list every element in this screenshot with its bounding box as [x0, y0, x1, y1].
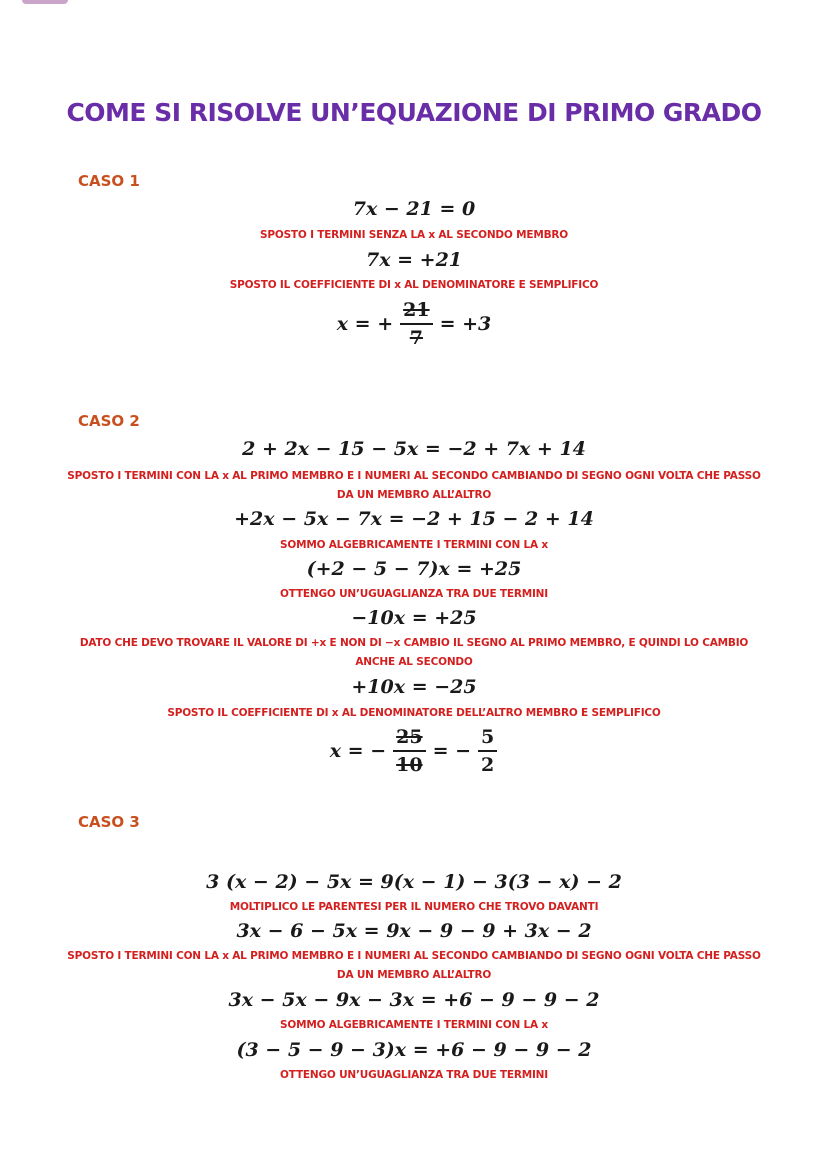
fraction-denominator: 7 [409, 327, 423, 349]
case-2-equation-2: +2x − 5x − 7x = −2 + 15 − 2 + 14 [234, 508, 594, 530]
fraction-numerator: 21 [400, 297, 432, 325]
case-3-note-3: SOMMO ALGEBRICAMENTE I TERMINI CON LA x [279, 1019, 548, 1031]
case-3-note-2: SPOSTO I TERMINI CON LA x AL PRIMO MEMBRO E I NUMERI AL SECONDO CAMBIANDO DI SEGNO OGNI VOLTA CHE PASSO DA UN MEMBRO ALL’ALTRO [67, 950, 761, 981]
case-1-note-1: SPOSTO I TERMINI SENZA LA x AL SECONDO MEMBRO [259, 229, 568, 241]
case-2-note-5: SPOSTO IL COEFFICIENTE DI x AL DENOMINATORE DELL’ALTRO MEMBRO E SEMPLIFICO [167, 707, 661, 719]
case-2-equation-1: 2 + 2x − 15 − 5x = −2 + 7x + 14 [242, 438, 586, 460]
case-2-equation-4: −10x = +25 [351, 607, 477, 629]
top-decoration [22, 0, 68, 4]
fraction-denominator: 10 [396, 754, 423, 776]
page-title: COME SI RISOLVE UN’EQUAZIONE DI PRIMO GRADO [66, 98, 762, 127]
case-2-note-3: OTTENGO UN’UGUAGLIANZA TRA DUE TERMINI [280, 588, 548, 600]
fraction-denominator: 2 [481, 754, 495, 776]
case-1-note-2: SPOSTO IL COEFFICIENTE DI x AL DENOMINATORE E SEMPLIFICO [229, 279, 599, 291]
equation-middle: = − [432, 740, 472, 762]
case-2-equation-6 [0, 724, 828, 778]
case-2-equation-3: (+2 − 5 − 7)x = +25 [306, 558, 522, 580]
case-1-equation-3 [0, 297, 828, 351]
case-3-note-4: OTTENGO UN’UGUAGLIANZA TRA DUE TERMINI [280, 1069, 548, 1081]
case-3-equation-4: (3 − 5 − 9 − 3)x = +6 − 9 − 9 − 2 [236, 1039, 592, 1061]
equation-lhs: x = − [329, 740, 387, 762]
case-3-equation-2: 3x − 6 − 5x = 9x − 9 − 9 + 3x − 2 [236, 920, 592, 942]
fraction [400, 297, 432, 351]
fraction [478, 724, 497, 778]
fraction [393, 724, 425, 778]
case-3-equation-1: 3 (x − 2) − 5x = 9(x − 1) − 3(3 − x) − 2 [206, 871, 622, 893]
fraction-numerator: 25 [393, 724, 425, 752]
case-3-note-1: MOLTIPLICO LE PARENTESI PER IL NUMERO CHE TROVO DAVANTI [229, 901, 599, 913]
case-2-equation-5: +10x = −25 [351, 676, 477, 698]
case-2-note-4: DATO CHE DEVO TROVARE IL VALORE DI +x E NON DI −x CAMBIO IL SEGNO AL PRIMO MEMBRO, E QUINDI LO CAMBIO ANCHE AL SECONDO [79, 637, 749, 668]
case-3-equation-3: 3x − 5x − 9x − 3x = +6 − 9 − 9 − 2 [228, 989, 600, 1011]
case-1-heading: CASO 1 [78, 172, 140, 190]
case-2-note-2: SOMMO ALGEBRICAMENTE I TERMINI CON LA x [279, 539, 548, 551]
case-2-note-1: SPOSTO I TERMINI CON LA x AL PRIMO MEMBRO E I NUMERI AL SECONDO CAMBIANDO DI SEGNO OGNI VOLTA CHE PASSO DA UN MEMBRO ALL’ALTRO [67, 470, 761, 501]
case-3-heading: CASO 3 [78, 813, 140, 831]
equation-rhs: = +3 [439, 313, 492, 335]
case-2-heading: CASO 2 [78, 412, 140, 430]
fraction-numerator: 5 [478, 724, 497, 752]
case-1-equation-1: 7x − 21 = 0 [352, 198, 476, 220]
case-1-equation-2: 7x = +21 [365, 249, 463, 271]
equation-lhs: x = + [336, 313, 394, 335]
